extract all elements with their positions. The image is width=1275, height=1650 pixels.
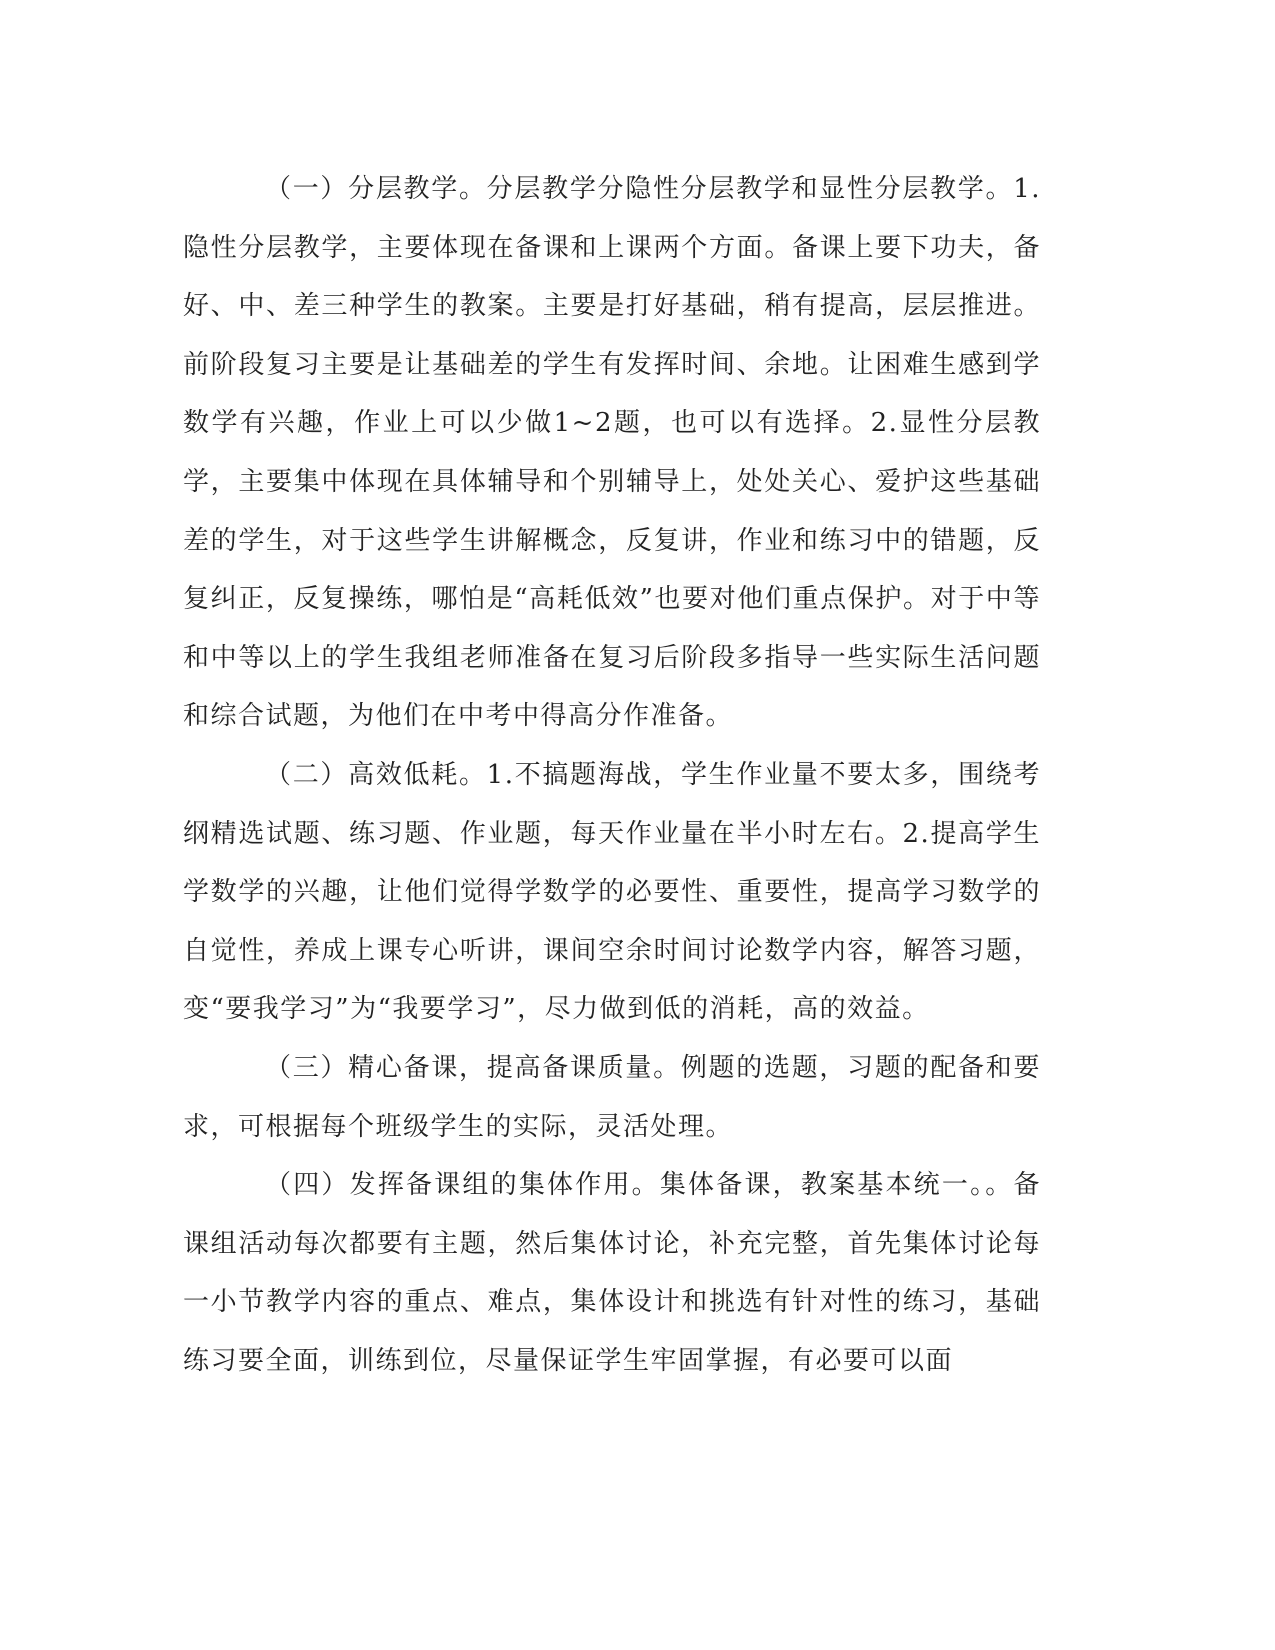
document-body bbox=[183, 160, 1041, 1390]
paragraph-lesson-preparation: （三）精心备课，提高备课质量。例题的选题，习题的配备和要求，可根据每个班级学生的实际，灵活处理。 bbox=[183, 1052, 1041, 1142]
paragraph-collective-preparation: （四）发挥备课组的集体作用。集体备课，教案基本统一。。备课组活动每次都要有主题，然后集体讨论，补充完整，首先集体讨论每一小节教学内容的重点、难点，集体设计和挑选有针对性的练习，基础练习要全面，训练到位，尽量保证学生牢固掌握，有必要可以面 bbox=[183, 1170, 1041, 1376]
paragraph-high-efficiency: （二）高效低耗。1.不搞题海战，学生作业量不要太多，围绕考纲精选试题、练习题、作业题，每天作业量在半小时左右。2.提高学生学数学的兴趣，让他们觉得学数学的必要性、重要性，提高学习数学的自觉性，养成上课专心听讲，课间空余时间讨论数学内容，解答习题，变“要我学习”为“我要学习”，尽力做到低的消耗，高的效益。 bbox=[183, 759, 1041, 1025]
paragraph-layered-teaching: （一）分层教学。分层教学分隐性分层教学和显性分层教学。1.隐性分层教学，主要体现在备课和上课两个方面。备课上要下功夫，备好、中、差三种学生的教案。主要是打好基础，稍有提高，层层推进。前阶段复习主要是让基础差的学生有发挥时间、余地。让困难生感到学数学有兴趣，作业上可以少做1~2题，也可以有选择。2.显性分层教学，主要集中体现在具体辅导和个别辅导上，处处关心、爱护这些基础差的学生，对于这些学生讲解概念，反复讲，作业和练习中的错题，反复纠正，反复操练，哪怕是“高耗低效”也要对他们重点保护。对于中等和中等以上的学生我组老师准备在复习后阶段多指导一些实际生活问题和综合试题，为他们在中考中得高分作准备。 bbox=[183, 174, 1041, 732]
